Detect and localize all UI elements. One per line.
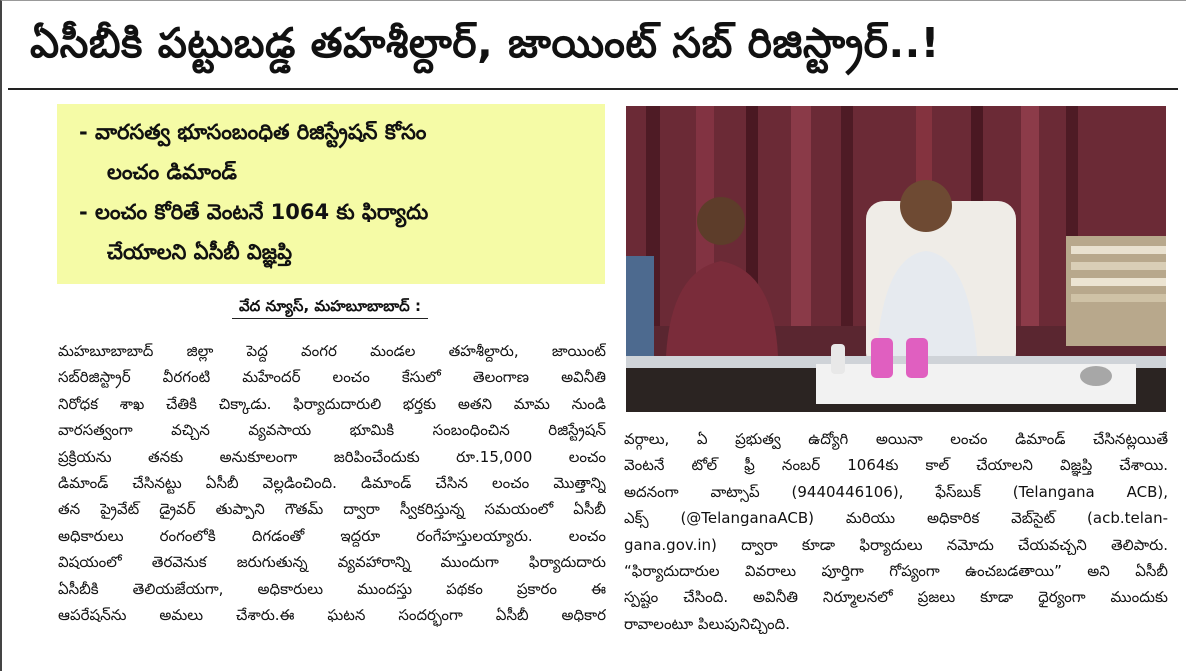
cabinet — [626, 256, 654, 356]
headline: ఏసీబీకి పట్టుబడ్డ తహశీల్దార్, జాయింట్ సబ్ రిజిస్ట్రార్..! — [30, 19, 940, 67]
body-line: ఎక్స్ (@TelanganaACB) మరియు అధికారిక వెబ్‌సైట్ (acb.telan- — [624, 509, 1168, 528]
body-line: అధికారులు రంగంలోకి దిగడంతో ఇద్దరూ రంగేహస్తులయ్యారు. లంచం — [58, 526, 606, 545]
person-right-head — [900, 180, 952, 232]
body-line: విషయంలో తెరవెనుక జరుగుతున్న వ్యవహారాన్ని ముందుగా ఫిర్యాదుదారు — [58, 553, 606, 572]
highlights-box — [57, 104, 605, 284]
news-photo — [626, 106, 1166, 412]
body-line: రావాలంటూ పిలుపునిచ్చింది. — [624, 614, 790, 633]
body-line: స్పష్టం చేసింది. అవినీతి నిర్మూలనలో ప్రజలు కూడా ధైర్యంగా ముందుకు — [624, 588, 1168, 607]
body-line: నిరోధక శాఖ చేతికి చిక్కాడు. ఫిర్యాదుదారులి భర్తకు అతని మామ నుండి — [58, 394, 606, 413]
bottle-icon — [871, 338, 893, 378]
body-line: ప్రక్రియను తనకు అనుకూలంగా జరిపించేందుకు రూ.15,000 లంచం — [58, 447, 606, 466]
body-line: ఆపరేషన్‌ను అమలు చేశారు.ఈ ఘటన సందర్భంగా ఏసీబీ అధికార — [58, 605, 606, 624]
body-line: సబ్‌రిజిస్ట్రార్ వీరగంటి మహేందర్ లంచం కేసులో తెలంగాణ అవినీతి — [58, 368, 606, 387]
highlight-item — [79, 192, 591, 272]
body-line: వెంటనే టోల్ ఫ్రీ నంబర్ 1064కు కాల్ చేయాలని విజ్ఞప్తి చేశాయి. — [624, 456, 1168, 475]
body-line: డిమాండ్ చేసినట్టు ఏసీబీ వెల్లడించింది. డిమాండ్ చేసిన లంచం మొత్తాన్ని — [58, 473, 606, 492]
body-line: అదనంగా వాట్సాప్ (9440446106), ఫేస్‌బుక్ (Telangana ACB), — [624, 482, 1168, 501]
left-column-body — [58, 338, 606, 628]
body-line: వారసత్వంగా వచ్చిన వ్యవసాయ భూమికి సంబంధించిన రిజిస్ట్రేషన్ — [58, 421, 606, 440]
highlight-line: లంచం డిమాండ్ — [107, 160, 237, 184]
highlight-line: చేయాలని ఏసీబీ విజ్ఞప్తి — [107, 240, 293, 264]
byline-rule — [232, 318, 428, 319]
office-scene-illustration — [626, 106, 1166, 412]
bottle-icon — [906, 338, 928, 378]
highlight-line: - వారసత్వ భూసంబంధిత రిజిస్ట్రేషన్ కోసం — [79, 120, 427, 144]
highlight-line: - లంచం కోరితే వెంటనే 1064 కు ఫిర్యాదు — [79, 200, 429, 224]
bell-icon — [1080, 366, 1112, 386]
body-line: gana.gov.in) ద్వారా కూడా ఫిర్యాదులు నమోదు చేయవచ్చని తెలిపారు. — [624, 535, 1168, 554]
body-line: వర్గాలు, ఏ ప్రభుత్వ ఉద్యోగి అయినా లంచం డిమాండ్ చేసినట్లయితే — [624, 430, 1168, 448]
right-column-body — [624, 426, 1168, 637]
body-line: “ఫిర్యాదుదారుల వివరాలు పూర్తిగా గోప్యంగా ఉంచబడతాయి” అని ఏసీబీ — [624, 561, 1168, 580]
bottle-icon — [831, 344, 845, 374]
byline: వేద న్యూస్, మహబూబాబాద్ : — [239, 297, 421, 315]
headline-rule — [8, 88, 1178, 90]
body-line: ఏసీబీకి తెలియజేయగా, అధికారులు ముందస్తు పథకం ప్రకారం ఈ — [58, 579, 606, 598]
body-line: మహబూబాబాద్ జిల్లా పెద్ద వంగర మండల తహశీల్దారు, జాయింట్ — [58, 342, 606, 360]
person-left-head — [697, 197, 745, 245]
highlight-item — [79, 112, 591, 192]
body-line: తన ప్రైవేట్ డ్రైవర్ తుప్పాని గౌతమ్ ద్వారా స్వీకరిస్తున్న సమయంలో ఏసీబీ — [58, 500, 606, 519]
